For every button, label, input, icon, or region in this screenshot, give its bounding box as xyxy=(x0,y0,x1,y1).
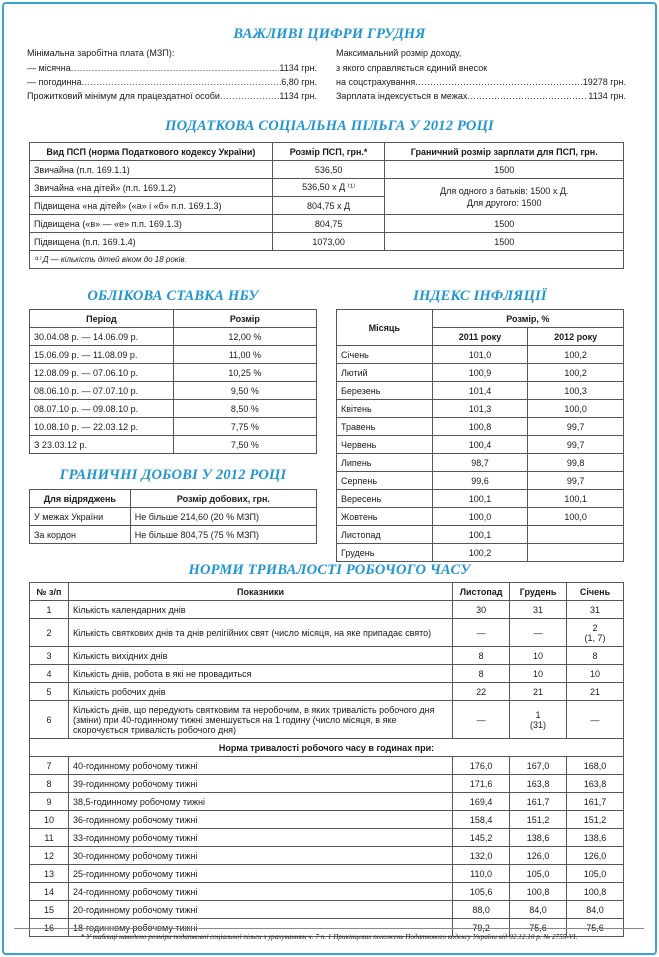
table-row: 9 38,5-годинному робочому тижні 169,4 161,7 161,7 xyxy=(30,793,624,811)
hourly-wage-line: — погодинна ..... 6,80 грн. xyxy=(27,77,317,87)
table-row: 1 Кількість календарних днів 30 31 31 xyxy=(30,601,624,619)
table-row: Вересень 100,1 100,1 xyxy=(337,490,624,508)
psp-header-type: Вид ПСП (норма Податкового кодексу України) xyxy=(30,143,273,161)
daily-title: ГРАНИЧНІ ДОБОВІ У 2012 РОЦІ xyxy=(59,467,287,483)
indexed-line: Зарплата індексується в межах ..... 1134 грн. xyxy=(336,91,626,101)
table-row: З 23.03.12 р. 7,50 % xyxy=(30,436,317,454)
table-row: 6 Кількість днів, що передують святковим та неробочим, в яких тривалість робочого дня (зміни) при 40-годинному тижні зменшується на 1 годину (число місяця, в яке скорочується тривалість робочого дня) — 1 (31) — xyxy=(30,701,624,739)
psp-merged-limit: Для одного з батьків: 1500 х Д. Для другого: 1500 xyxy=(385,179,624,215)
table-row: Лютий 100,9 100,2 xyxy=(337,364,624,382)
hourly-wage-value: 6,80 грн. xyxy=(281,77,317,87)
table-row: 15.06.09 р. — 11.08.09 р. 11,00 % xyxy=(30,346,317,364)
inflation-table xyxy=(336,309,624,562)
table-row: 10 36-годинному робочому тижні 158,4 151,2 151,2 xyxy=(30,811,624,829)
norms-header-dec: Грудень xyxy=(510,583,567,601)
table-row: Квітень 101,3 100,0 xyxy=(337,400,624,418)
max-income-value: 19278 грн. xyxy=(582,77,626,87)
norms-subheader: Норма тривалості робочого часу в годинах при: xyxy=(30,739,624,757)
table-row: У межах України Не більше 214,60 (20 % МЗП) xyxy=(30,508,317,526)
psp-table xyxy=(29,142,624,269)
daily-table xyxy=(29,489,317,544)
table-row: Підвищена «на дітей» («а» і «б» п.п. 169.1.3) 804,75 х Д xyxy=(30,197,624,215)
table-row: 5 Кількість робочих днів 22 21 21 xyxy=(30,683,624,701)
table-row: 12.08.09 р. — 07.06.10 р. 10,25 % xyxy=(30,364,317,382)
daily-header-amount: Розмір добових, грн. xyxy=(130,490,316,508)
table-row: 4 Кількість днів, робота в які не провадиться 8 10 10 xyxy=(30,665,624,683)
table-row: 08.06.10 р. — 07.07.10 р. 9,50 % xyxy=(30,382,317,400)
table-row: За кордон Не більше 804,75 (75 % МЗП) xyxy=(30,526,317,544)
table-row: Червень 100,4 99,7 xyxy=(337,436,624,454)
table-row: Листопад 100,1 xyxy=(337,526,624,544)
table-row: Березень 101,4 100,3 xyxy=(337,382,624,400)
table-row: 16 18-годинному робочому тижні 79,2 75,6 75,6 xyxy=(30,919,624,937)
min-wage-title: Мінімальна заробітна плата (МЗП): xyxy=(27,48,175,58)
table-row: Липень 98,7 99,8 xyxy=(337,454,624,472)
table-row: 8 39-годинному робочому тижні 171,6 163,8 163,8 xyxy=(30,775,624,793)
nbu-header-period: Період xyxy=(30,310,174,328)
inflation-header-month: Місяць xyxy=(337,310,433,346)
table-row: 15 20-годинному робочому тижні 88,0 84,0 84,0 xyxy=(30,901,624,919)
psp-title: ПОДАТКОВА СОЦІАЛЬНА ПІЛЬГА У 2012 РОЦІ xyxy=(165,118,494,134)
table-row: 13 25-годинному робочому тижні 110,0 105,0 105,0 xyxy=(30,865,624,883)
max-income-line1: Максимальний розмір доходу, xyxy=(336,48,462,58)
table-row: Серпень 99,6 99,7 xyxy=(337,472,624,490)
table-row: 30.04.08 р. — 14.06.09 р. 12,00 % xyxy=(30,328,317,346)
table-row: 08.07.10 р. — 09.08.10 р. 8,50 % xyxy=(30,400,317,418)
table-row: 11 33-годинному робочому тижні 145,2 138,6 138,6 xyxy=(30,829,624,847)
table-row: 14 24-годинному робочому тижні 105,6 100,8 100,8 xyxy=(30,883,624,901)
table-row: Грудень 100,2 xyxy=(337,544,624,562)
norms-header-jan: Січень xyxy=(567,583,624,601)
nbu-header-rate: Розмір xyxy=(173,310,316,328)
psp-header-size: Розмір ПСП, грн.* xyxy=(272,143,385,161)
max-income-line: на соцстрахування ..... 19278 грн. xyxy=(336,77,626,87)
monthly-wage-value: 1134 грн. xyxy=(279,63,317,73)
norms-table xyxy=(29,582,624,937)
max-income-line2: з якого справляється єдиний внесок xyxy=(336,63,488,73)
subsistence-line: Прожитковий мінімум для працездатної особи ..... 1134 грн. xyxy=(27,91,317,101)
table-row: Підвищена (п.п. 169.1.4) 1073,00 1500 xyxy=(30,233,624,251)
norms-header-nov: Листопад xyxy=(453,583,510,601)
norms-header-num: № з/п xyxy=(30,583,69,601)
table-row: Звичайна «на дітей» (п.п. 169.1.2) 536,50 х Д ⁽¹⁾ Для одного з батьків: 1500 х Д. Для другого: 1500 xyxy=(30,179,624,197)
table-row: 3 Кількість вихідних днів 8 10 8 xyxy=(30,647,624,665)
page-footnote: * У таблиці наведено розміри податкової соціальної пільги з урахуванням ч. 7 п. 1 Прикінцевих положень Податкового кодексу України від 02.12.10 р. № 2755-VI. xyxy=(80,933,578,941)
table-row: 7 40-годинному робочому тижні 176,0 167,0 168,0 xyxy=(30,757,624,775)
psp-header-limit: Граничний розмір зарплати для ПСП, грн. xyxy=(385,143,624,161)
monthly-wage-line: — місячна ..... 1134 грн. xyxy=(27,63,317,73)
norms-title: НОРМИ ТРИВАЛОСТІ РОБОЧОГО ЧАСУ xyxy=(188,562,471,578)
table-row: 2 Кількість святкових днів та днів релігійних свят (число місяця, на яке припадає свято) — — 2 (1, 7) xyxy=(30,619,624,647)
psp-footnote: ⁽¹⁾ Д — кількість дітей віком до 18 років. xyxy=(30,251,624,269)
important-title: ВАЖЛИВІ ЦИФРИ ГРУДНЯ xyxy=(233,26,426,42)
footnote-divider xyxy=(14,928,644,929)
table-row: Січень 101,0 100,2 xyxy=(337,346,624,364)
inflation-header-2012: 2012 року xyxy=(528,328,624,346)
inflation-header-size: Розмір, % xyxy=(432,310,623,328)
inflation-header-2011: 2011 року xyxy=(432,328,528,346)
nbu-table xyxy=(29,309,317,454)
table-row: Звичайна (п.п. 169.1.1) 536,50 1500 xyxy=(30,161,624,179)
inflation-title: ІНДЕКС ІНФЛЯЦІЇ xyxy=(413,288,547,304)
indexed-value: 1134 грн. xyxy=(588,91,626,101)
norms-header-indicator: Показники xyxy=(68,583,452,601)
table-row: 10.08.10 р. — 22.03.12 р. 7,75 % xyxy=(30,418,317,436)
table-row: 12 30-годинному робочому тижні 132,0 126,0 126,0 xyxy=(30,847,624,865)
table-row: Травень 100,8 99,7 xyxy=(337,418,624,436)
subsistence-value: 1134 грн. xyxy=(279,91,317,101)
nbu-title: ОБЛІКОВА СТАВКА НБУ xyxy=(87,288,259,304)
table-row: Жовтень 100,0 100,0 xyxy=(337,508,624,526)
table-row: Підвищена («в» — «е» п.п. 169.1.3) 804,75 1500 xyxy=(30,215,624,233)
daily-header-place: Для відряджень xyxy=(30,490,131,508)
